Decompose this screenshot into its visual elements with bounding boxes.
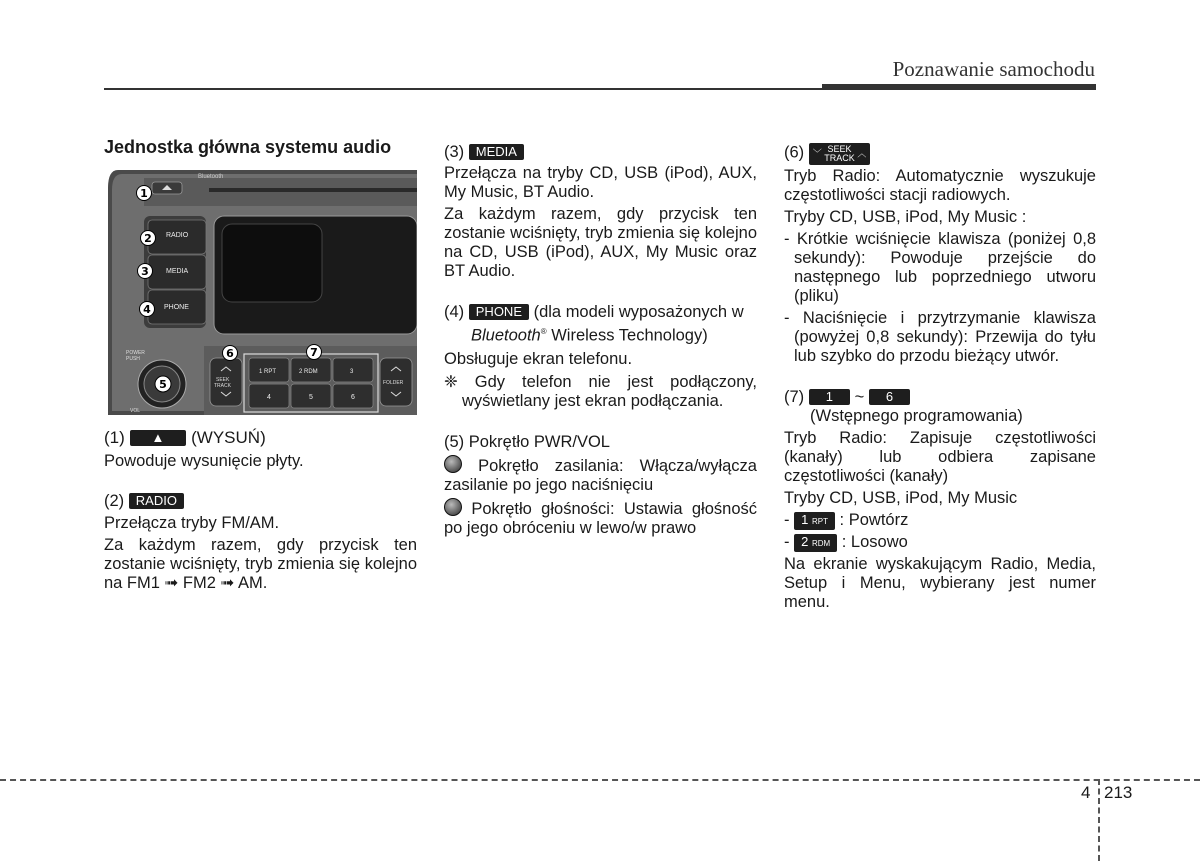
callout-3: 3 xyxy=(141,265,149,278)
power-knob-icon xyxy=(444,455,462,473)
section-title: Jednostka główna systemu audio xyxy=(104,137,392,157)
track-label-figure: TRACK xyxy=(214,383,231,389)
rdm-label: : Losowo xyxy=(841,533,908,551)
radio-key: RADIO xyxy=(129,493,184,509)
item-6-modes: Tryby CD, USB, iPod, My Music : xyxy=(784,208,1027,226)
preset-6-key: 6 xyxy=(869,389,910,405)
item-4-desc: Obsługuje ekran telefonu. xyxy=(444,349,633,368)
item-4-text-2: Wireless Technology) xyxy=(546,326,708,345)
callout-7: 7 xyxy=(310,346,318,359)
preset-2-figure: 2 RDM xyxy=(299,369,318,375)
item-7-radio: Tryb Radio: Zapisuje częstotliwości (kanały) lub odbiera zapisane częstotliwości (kanały) xyxy=(784,429,1096,485)
header-accent-bar xyxy=(822,84,1096,90)
item-7-number: (7) xyxy=(784,388,805,406)
chevron-down-icon: ﹀ xyxy=(812,148,822,159)
page-number: 213 xyxy=(1104,783,1133,802)
footer-dashed-rule xyxy=(0,779,1200,781)
item-1-number: (1) xyxy=(104,428,125,447)
item-4-number: (4) xyxy=(444,303,465,321)
item-1-desc: Powoduje wysunięcie płyty. xyxy=(104,452,304,470)
phone-button-figure: PHONE xyxy=(164,304,189,311)
item-4-note: Gdy telefon nie jest podłączony, wyświetlany jest ekran podłączania. xyxy=(462,372,757,410)
media-button-figure: MEDIA xyxy=(166,268,189,275)
item-2-desc-1: Przełącza tryby FM/AM. xyxy=(104,514,280,532)
item-6-number: (6) xyxy=(784,143,805,162)
audio-unit-figure xyxy=(104,168,417,415)
folder-label-figure: FOLDER xyxy=(383,380,404,386)
phone-key: PHONE xyxy=(469,304,529,320)
item-7-popup: Na ekranie wyskakującym Radio, Media, Setup i Menu, wybierany jest numer menu. xyxy=(784,555,1096,611)
item-1-label: (WYSUŃ) xyxy=(191,428,266,447)
item-2-number: (2) xyxy=(104,492,125,510)
vol-label-figure: VOL xyxy=(130,408,141,414)
callout-1: 1 xyxy=(140,187,148,200)
rdm-key: 2 RDM xyxy=(794,534,837,552)
radio-button-figure: RADIO xyxy=(166,232,189,239)
callout-2: 2 xyxy=(144,232,152,245)
bluetooth-brand-label: Bluetooth xyxy=(198,174,224,180)
item-7-sub: (Wstępnego programowania) xyxy=(810,407,1023,425)
item-5-desc-2: Pokrętło głośności: Ustawia głośność po jego obróceniu w lewo/w prawo xyxy=(444,499,757,537)
eject-icon: ▲ xyxy=(151,430,165,445)
item-3-number: (3) xyxy=(444,143,465,161)
preset-4-figure: 4 xyxy=(267,394,271,401)
callout-4: 4 xyxy=(143,303,151,316)
tilde: ~ xyxy=(854,388,865,406)
callout-5: 5 xyxy=(159,378,167,391)
push-label-figure: PUSH xyxy=(126,356,140,362)
eject-key xyxy=(130,430,187,446)
item-3-desc-1: Przełącza na tryby CD, USB (iPod), AUX, My Music, BT Audio. xyxy=(444,164,757,201)
power-label-figure: POWER xyxy=(126,350,145,356)
volume-knob-icon xyxy=(444,498,462,516)
item-5-desc-1: Pokrętło zasilania: Włącza/wyłącza zasilanie po jego naciśnięciu xyxy=(444,456,757,494)
column-1-items xyxy=(104,428,417,593)
column-1 xyxy=(104,138,417,157)
track-key-label: TRACK xyxy=(824,153,855,163)
rpt-label: : Powtórz xyxy=(839,511,909,529)
note-mark-icon: ❈ xyxy=(444,372,458,391)
preset-1-figure: 1 RPT xyxy=(259,369,277,375)
preset-6-figure: 6 xyxy=(351,394,355,401)
chevron-up-icon: ︿ xyxy=(857,148,867,159)
item-6-bullet-2: - Naciśnięcie i przytrzymanie klawisza (powyżej 0,8 sekundy): Przewija do tyłu lub szybko do przodu bieżący utwór. xyxy=(784,309,1096,365)
item-2-desc-2: Za każdym razem, gdy przycisk ten zostanie wciśnięty, tryb zmienia się kolejno na FM1 ➟ FM2 ➟ AM. xyxy=(104,536,417,592)
rpt-key: 1 RPT xyxy=(794,512,835,530)
seek-key-label: SEEK xyxy=(827,144,852,154)
seek-track-key xyxy=(809,143,871,165)
preset-3-figure: 3 xyxy=(350,369,354,375)
item-4-bluetooth: Bluetooth xyxy=(471,326,541,345)
page-header-title: Poznawanie samochodu xyxy=(892,57,1095,81)
item-4-reg: ® xyxy=(540,327,547,336)
item-6-radio: Tryb Radio: Automatycznie wyszukuje częstotliwości stacji radiowych. xyxy=(784,167,1096,204)
item-6-bullet-1: - Krótkie wciśnięcie klawisza (poniżej 0,8 sekundy): Powoduje przejście do następnego lub poprzedniego utworu (pliku) xyxy=(784,230,1096,305)
item-7-modes: Tryby CD, USB, iPod, My Music xyxy=(784,489,1018,507)
item-5-title: (5) Pokrętło PWR/VOL xyxy=(444,432,610,451)
item-3-desc-2: Za każdym razem, gdy przycisk ten zostanie wciśnięty, tryb zmienia się kolejno na CD, USB (iPod), AUX, My Music oraz BT Audio. xyxy=(444,205,757,280)
display-screen xyxy=(222,224,322,302)
seek-label-figure: SEEK xyxy=(216,377,230,383)
chapter-number: 4 xyxy=(1081,783,1091,802)
preset-1-key: 1 xyxy=(809,389,850,405)
item-4-text-1: (dla modeli wyposażonych w xyxy=(533,303,744,321)
callout-6: 6 xyxy=(226,347,234,360)
column-2 xyxy=(444,143,757,538)
footer-dashed-divider xyxy=(1098,779,1100,861)
column-3: (6) ﹀ SEEK TRACK ︿ Tryb Radio: Automatycznie wyszukuje częstotliwości stacji radiowych. Tryby CD, USB, iPod, My Music : - Krótkie wciśnięcie klawisza (poniżej 0,8 sekundy): Powoduje przejście do następnego lub poprzedniego utworu (pliku) - Naciśnięcie i przytrzymanie klawisza (powyżej 0,8 sekundy): Przewija do tyłu lub szybko do przodu bieżący utwór. (7) 1 ~ 6 (Wstępnego programowania) Tryb Radio: Zapisuje częstotliwości (kanały) lub odbiera zapisane częstotliwości (kanały) Tryby CD, USB, iPod, My Music - 1 RPT : Powtórz - 2 RDM : Losowo Na ekranie wyskakującym Radio, Media, Setup i Menu, wybierany jest numer menu. xyxy=(784,143,1096,611)
media-key: MEDIA xyxy=(469,144,524,160)
preset-5-figure: 5 xyxy=(309,394,313,401)
